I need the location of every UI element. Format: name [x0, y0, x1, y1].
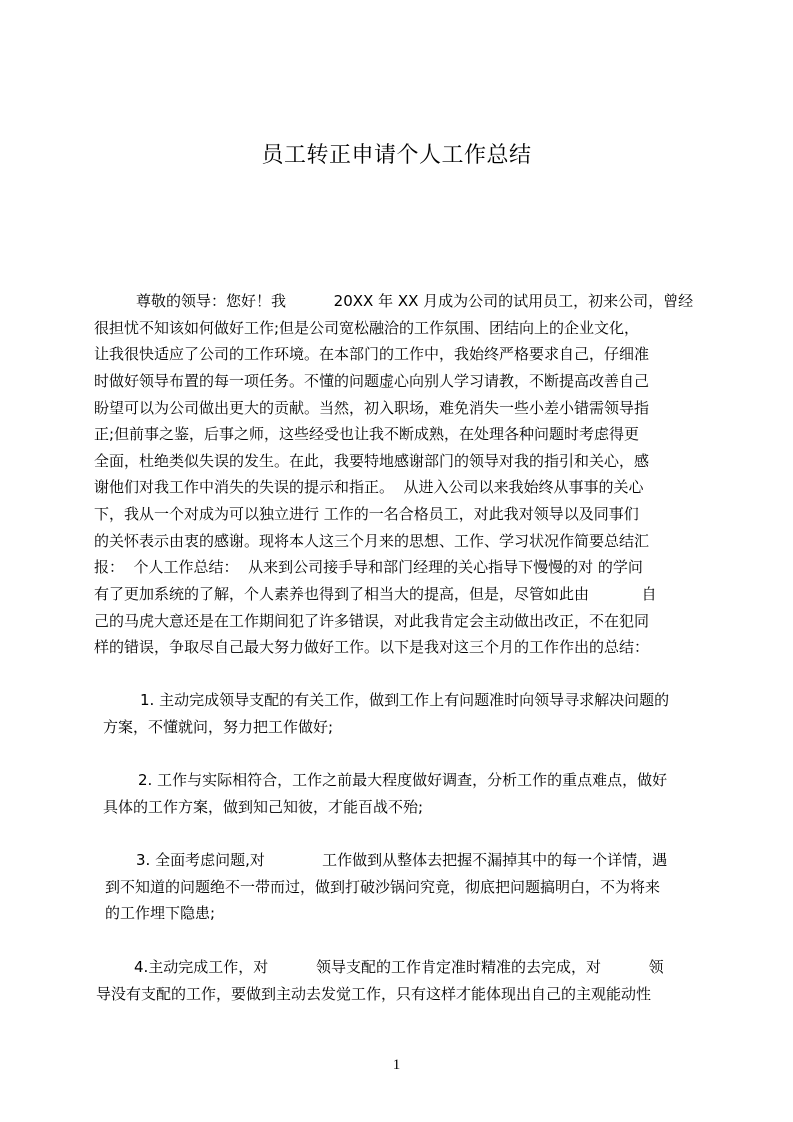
paragraph-line: 己的马虎大意还是在工作期间犯了许多错误，对此我肯定会主动做出改正，不在犯同	[94, 612, 650, 630]
paragraph-line: 报： 个人工作总结： 从来到公司接手导和部门经理的关心指导下慢慢的对 的学问	[94, 558, 643, 576]
paragraph-line: 时做好领导布置的每一项任务。不懂的问题虚心向别人学习请教，不断提高改善自己	[94, 372, 650, 390]
paragraph-line: 尊敬的领导：您好！我 20XX 年 XX 月成为公司的试用员工，初来公司，曾经	[136, 292, 694, 310]
paragraph-line: 谢他们对我工作中消失的失误的提示和指正。 从进入公司以来我始终从事事的关心	[94, 478, 644, 496]
paragraph-line: 正;但前事之鉴，后事之师，这些经受也让我不断成熟，在处理各种问题时考虑得更	[94, 425, 640, 443]
page-number: 1	[392, 1057, 401, 1073]
paragraph-line: 下，我从一个对成为可以独立进行 工作的一名合格员工，对此我对领导以及同事们	[94, 505, 639, 523]
list-item-line: 的工作埋下隐患;	[105, 904, 216, 922]
list-item-line: 到不知道的问题绝不一带而过，做到打破沙锅问究竟，彻底把问题搞明白，不为将来	[105, 878, 661, 896]
paragraph-line: 很担忧不知该如何做好工作;但是公司宽松融洽的工作氛围、团结向上的企业文化，	[94, 319, 640, 337]
list-item-line: 3. 全面考虑问题,对 工作做到从整体去把握不漏掉其中的每一个详情，遇	[136, 851, 668, 869]
paragraph-line: 的关怀表示由衷的感谢。现将本人这三个月来的思想、工作、学习状况作简要总结汇	[94, 532, 650, 550]
paragraph-line: 全面，杜绝类似失误的发生。在此，我要特地感谢部门的领导对我的指引和关心，感	[94, 452, 650, 470]
paragraph-line: 样的错误，争取尽自己最大努力做好工作。以下是我对这三个月的工作作出的总结：	[94, 638, 650, 656]
paragraph-line: 有了更加系统的了解，个人素养也得到了相当大的提高，但是，尽管如此由 自	[94, 585, 657, 603]
list-item-line: 1. 主动完成领导支配的有关工作，做到工作上有问题准时向领导寻求解决问题的	[140, 691, 670, 709]
page-title: 员工转正申请个人工作总结	[261, 143, 532, 168]
list-item-line: 具体的工作方案，做到知己知彼，才能百战不殆;	[103, 798, 424, 816]
paragraph-line: 让我很快适应了公司的工作环境。在本部门的工作中，我始终严格要求自己，仔细准	[94, 345, 650, 363]
list-item-line: 4.主动完成工作，对 领导支配的工作肯定准时精准的去完成，对 领	[134, 958, 664, 976]
list-item-line: 导没有支配的工作，要做到主动去发觉工作，只有这样才能体现出自己的主观能动性	[96, 985, 652, 1003]
list-item-line: 方案，不懂就问，努力把工作做好;	[103, 718, 334, 736]
paragraph-line: 盼望可以为公司做出更大的贡献。当然，初入职场，难免消失一些小差小错需领导指	[94, 399, 650, 417]
list-item-line: 2. 工作与实际相符合，工作之前最大程度做好调查，分析工作的重点难点，做好	[138, 771, 668, 789]
